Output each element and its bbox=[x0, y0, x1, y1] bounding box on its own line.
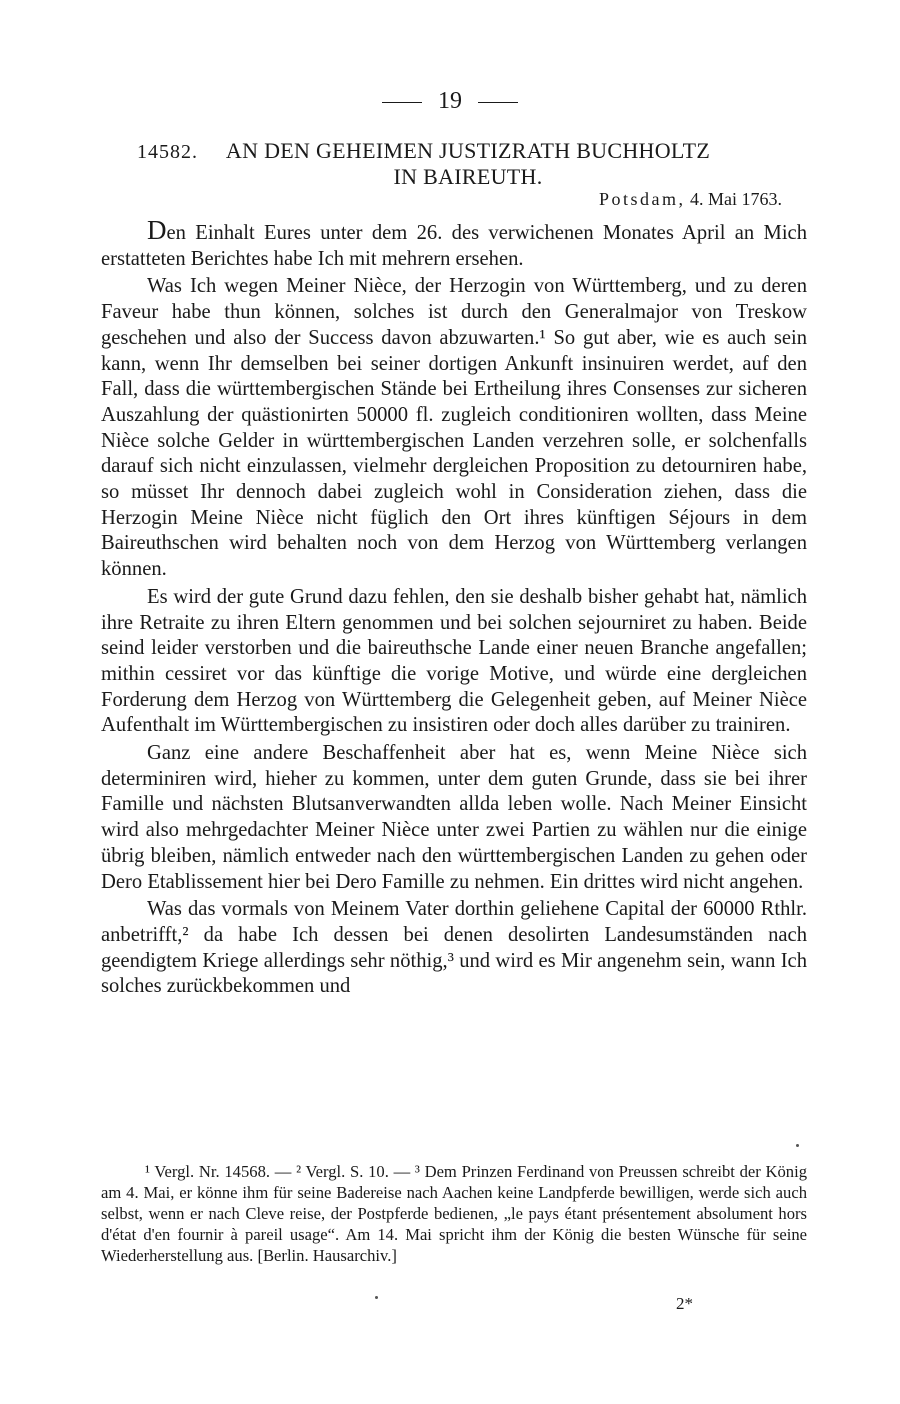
page-number-value: 19 bbox=[438, 88, 462, 114]
letter-heading bbox=[100, 138, 806, 190]
page-number-dash-right bbox=[478, 102, 518, 103]
footnotes bbox=[101, 1161, 807, 1266]
footnote-text: ¹ Vergl. Nr. 14568. — ² Vergl. S. 10. — ³ Dem Prinzen Ferdinand von Preussen schreibt der König am 4. Mai, er könne ihm für seine Badereise nach Aachen keine Landpferde bewilligen, werde sich auch selbst, wenn er nach Cleve reise, der Postpferde bedienen, „le pays étant présentement absolument hors d'état d'en fournir à pareil usage“. Am 14. Mai spricht ihm der König die besten Wünsche für seine Wiederherstellung aus. [Berlin. Hausarchiv.] bbox=[101, 1162, 807, 1265]
dateline-date: 4. Mai 1763. bbox=[690, 189, 782, 209]
page-number-dash-left bbox=[382, 102, 422, 103]
paragraph-initial: D bbox=[147, 215, 167, 245]
signature-mark: 2* bbox=[676, 1294, 693, 1313]
letter-title-line1: AN DEN GEHEIMEN JUSTIZRATH BUCHHOLTZ bbox=[225, 138, 711, 163]
page-number bbox=[0, 86, 900, 116]
paragraph-1-text: en Einhalt Eures unter dem 26. des verwichenen Monates April an Mich erstatteten Berichtes habe Ich mit mehrern ersehen. bbox=[101, 222, 807, 270]
letter-title-line2: IN BAIREUTH. bbox=[393, 164, 543, 189]
paragraph-3: Es wird der gute Grund dazu fehlen, den sie deshalb bisher gehabt hat, nämlich ihre Retraite zu ihren Eltern genommen und bei solchen sejourniret zu haben. Beide seind leider verstorben und die baireuthsche Lande einer neuen Branche angefallen; mithin cessiret vor das künftige die vorige Motive, und würde eine dergleichen Forderung dem Herzog von Württemberg die Gelegenheit geben, auf Meiner Nièce Aufenthalt im Württembergischen zu insistiren oder doch alles darüber zu trainiren. bbox=[101, 585, 807, 737]
page-speck bbox=[375, 1296, 378, 1299]
letter-number: 14582. bbox=[137, 141, 198, 163]
dateline-place: Potsdam, bbox=[598, 189, 686, 209]
letter-body bbox=[101, 215, 807, 1002]
paragraph-1 bbox=[101, 215, 807, 272]
page-speck bbox=[796, 1144, 799, 1147]
paragraph-4: Ganz eine andere Beschaffenheit aber hat es, wenn Meine Nièce sich determiniren wird, hieher zu kommen, unter dem guten Grunde, dass sie bei ihrer Famille und nächsten Blutsanverwandten allda leben wolle. Nach Meiner Einsicht wird also mehrgedachter Meiner Nièce unter zwei Partien zu wählen nur die einige übrig bleiben, nämlich entweder nach den württembergischen Landen zu gehen oder Dero Etablissement hier bei Dero Famille zu nehmen. Ein drittes wird nicht angehen. bbox=[101, 742, 807, 893]
paragraph-2: Was Ich wegen Meiner Nièce, der Herzogin von Württemberg, und zu deren Faveur habe thun können, solches ist durch den Generalmajor von Treskow geschehen und also der Success davon abzuwarten.¹ So gut aber, wie es auch sein kann, wenn Ihr demselben bei seiner dortigen Ankunft insinuiren werdet, auf den Fall, dass die württembergischen Stände bei Ertheilung ihres Consenses zur sicheren Auszahlung der quästionirten 50000 fl. zugleich conditioniren wollten, dass Meine Nièce solche Gelder in württembergischen Landen verzehren solle, er solchenfalls darauf sich nicht einzulassen, vielmehr dergleichen Proposition zu detourniren habe, so müsset Ihr dennoch dabei zugleich wohl in Consideration ziehen, dass die Herzogin Meine Nièce nicht füglich den Ort ihres künftigen Séjours in dem Baireuthschen wird behalten noch von dem Herzog von Württemberg verlangen können. bbox=[101, 275, 807, 581]
paragraph-5: Was das vormals von Meinem Vater dorthin geliehene Capital der 60000 Rthlr. anbetrifft,² da habe Ich dessen bei denen desolirten Landesumständen nach geendigtem Kriege allerdings sehr nöthig,³ und wird es Mir angenehm sein, wann Ich solches zurückbekommen und bbox=[101, 898, 807, 998]
dateline bbox=[599, 188, 782, 210]
